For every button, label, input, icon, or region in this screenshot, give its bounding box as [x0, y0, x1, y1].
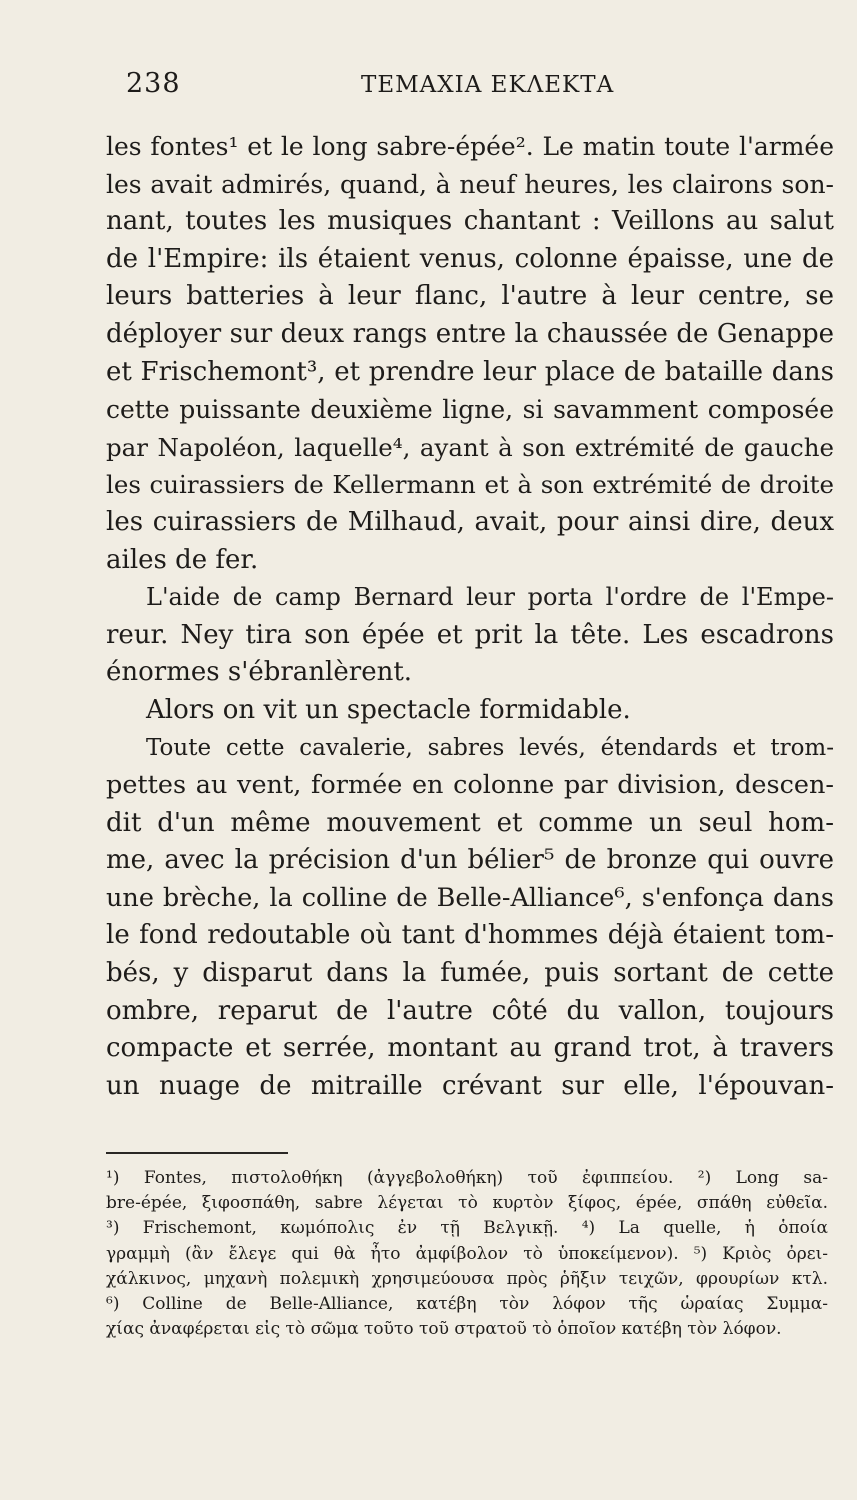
text-line: ailes de fer.	[106, 544, 259, 575]
footnote-line: ⁶) Colline de Belle-Alliance, κατέβη τὸν λόφον τῆς ὡραίας Συμμα-	[106, 1294, 828, 1315]
footnote-line: bre-épée, ξιφοσπάθη, sabre λέγεται τὸ κυρτὸν ξίφος, épée, σπάθη εὐθεῖα.	[106, 1193, 828, 1214]
footnote-line: χάλκινος, μηχανὴ πολεμικὴ χρησιμεύουσα πρὸς ῥῆξιν τειχῶν, φρουρίων κτλ.	[106, 1268, 828, 1289]
text-line: les cuirassiers de Kellermann et à son extrémité de droite	[106, 470, 834, 500]
footnote-rule	[106, 1152, 288, 1154]
text-line: de l'Empire: ils étaient venus, colonne épaisse, une de	[106, 243, 834, 274]
text-line: pettes au vent, formée en colonne par division, descen-	[106, 770, 834, 801]
page-number: 238	[126, 68, 181, 99]
footnote-line: ¹) Fontes, πιστολοθήκη (ἀγγεβολοθήκη) τοῦ ἐφιππείου. ²) Long sa-	[106, 1168, 828, 1188]
running-title: ΤΕΜΑΧΙΑ ΕΚΛΕΚΤΑ	[361, 72, 615, 98]
page-header	[126, 68, 826, 112]
text-line: déployer sur deux rangs entre la chaussée de Genappe	[106, 318, 834, 349]
text-line: les avait admirés, quand, à neuf heures, les clairons son-	[106, 169, 834, 199]
text-line: bés, y disparut dans la fumée, puis sortant de cette	[106, 958, 834, 989]
text-line: L'aide de camp Bernard leur porta l'ordre de l'Empe-	[146, 583, 834, 612]
text-line: leurs batteries à leur flanc, l'autre à leur centre, se	[106, 281, 834, 312]
text-line: énormes s'ébranlèrent.	[106, 657, 413, 688]
text-line: le fond redoutable où tant d'hommes déjà étaient tom-	[106, 920, 834, 951]
text-line: Toute cette cavalerie, sabres levés, étendards et trom-	[146, 734, 834, 761]
footnotes	[106, 1166, 828, 1342]
text-line: dit d'un même mouvement et comme un seul hom-	[106, 807, 834, 838]
text-line: me, avec la précision d'un bélier⁵ de bronze qui ouvre	[106, 845, 834, 876]
text-line: par Napoléon, laquelle⁴, ayant à son extrémité de gauche	[106, 432, 834, 462]
text-line: compacte et serrée, montant au grand trot, à travers	[106, 1033, 834, 1064]
text-line: et Frischemont³, et prendre leur place de bataille dans	[106, 356, 834, 387]
text-line: une brèche, la colline de Belle-Alliance⁶, s'enfonça dans	[106, 882, 834, 913]
text-line: cette puissante deuxième ligne, si savamment composée	[106, 395, 834, 425]
text-line: un nuage de mitraille crévant sur elle, l'épouvan-	[106, 1070, 834, 1101]
footnote-line: χίας ἀναφέρεται εἰς τὸ σῶμα τοῦτο τοῦ στρατοῦ τὸ ὁποῖον κατέβη τὸν λόφον.	[106, 1319, 782, 1340]
text-line: reur. Ney tira son épée et prit la tête. Les escadrons	[106, 619, 834, 650]
text-line: les fontes¹ et le long sabre-épée². Le matin toute l'armée	[106, 132, 834, 161]
text-line: nant, toutes les musiques chantant : Veillons au salut	[106, 206, 834, 237]
main-text	[106, 128, 834, 1105]
footnote-line: ³) Frischemont, κωμόπολις ἐν τῇ Βελγικῇ. ⁴) La quelle, ἡ ὁποία	[106, 1218, 828, 1239]
text-line: ombre, reparut de l'autre côté du vallon, toujours	[106, 995, 834, 1026]
text-line: les cuirassiers de Milhaud, avait, pour ainsi dire, deux	[106, 506, 834, 537]
footnote-line: γραμμὴ (ἂν ἔλεγε qui θὰ ἦτο ἀμφίβολον τὸ ὑποκείμενον). ⁵) Κριὸς ὀρει-	[106, 1243, 828, 1264]
text-line: Alors on vit un spectacle formidable.	[146, 694, 631, 725]
